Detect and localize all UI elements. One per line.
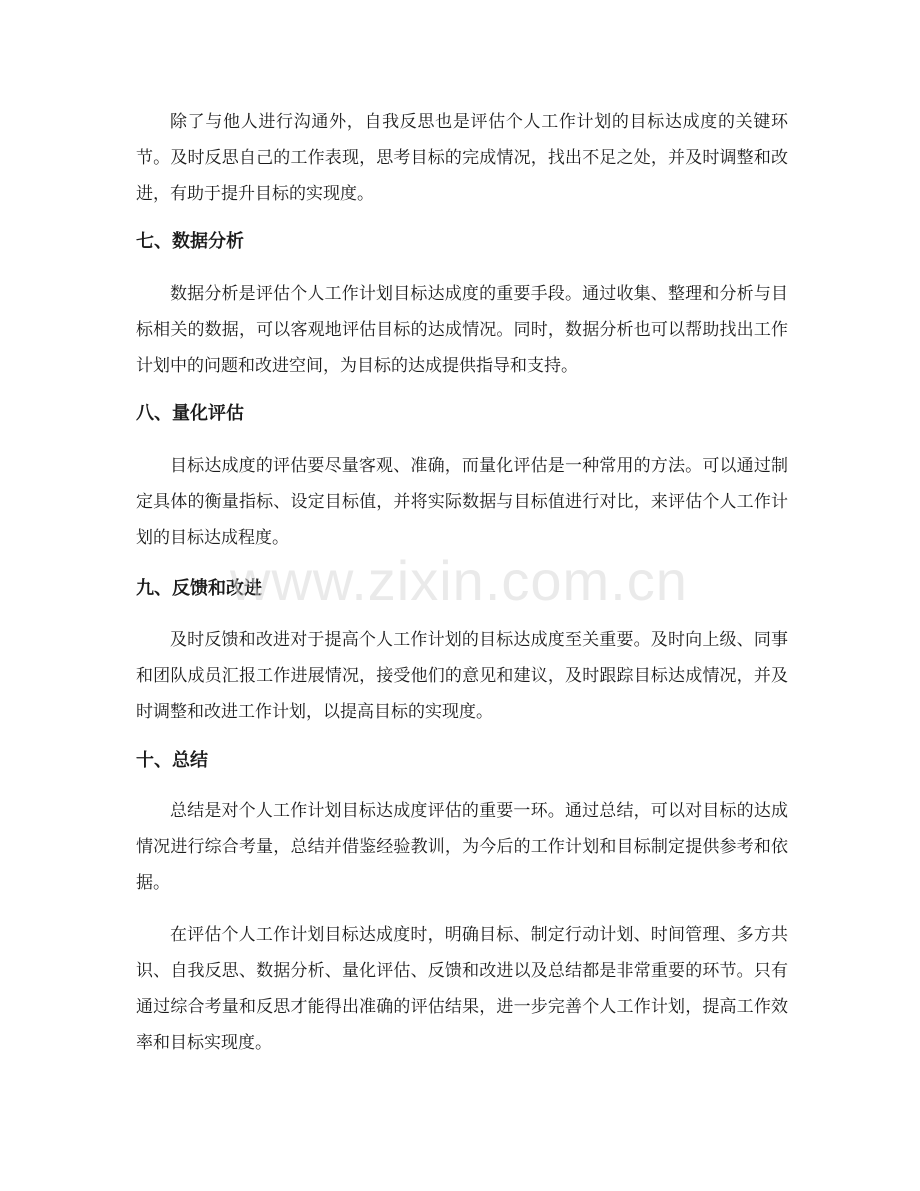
paragraph-quantitative-evaluation bbox=[136, 448, 788, 556]
section-heading-summary bbox=[136, 746, 788, 776]
paragraph-text: 总结是对个人工作计划目标达成度评估的重要一环。通过总结，可以对目标的达成情况进行综合考量，总结并借鉴经验教训，为今后的工作计划和目标制定提供参考和依据。 bbox=[136, 801, 788, 893]
paragraph-summary bbox=[136, 793, 788, 901]
section-heading-text: 九、反馈和改进 bbox=[136, 578, 262, 599]
section-heading-text: 七、数据分析 bbox=[136, 231, 244, 252]
watermark-text: www.zixin.com.cn bbox=[230, 549, 688, 612]
section-heading-text: 十、总结 bbox=[136, 750, 208, 771]
paragraph-text: 除了与他人进行沟通外，自我反思也是评估个人工作计划的目标达成度的关键环节。及时反思自己的工作表现，思考目标的完成情况，找出不足之处，并及时调整和改进，有助于提升目标的实现度。 bbox=[136, 112, 788, 204]
paragraph-data-analysis bbox=[136, 276, 788, 384]
section-heading-feedback-improvement bbox=[136, 574, 788, 604]
section-heading-data-analysis bbox=[136, 227, 788, 257]
paragraph-text: 数据分析是评估个人工作计划目标达成度的重要手段。通过收集、整理和分析与目标相关的数据，可以客观地评估目标的达成情况。同时，数据分析也可以帮助找出工作计划中的问题和改进空间，为目标的达成提供指导和支持。 bbox=[136, 284, 788, 376]
paragraph-text: 在评估个人工作计划目标达成度时，明确目标、制定行动计划、时间管理、多方共识、自我反思、数据分析、量化评估、反馈和改进以及总结都是非常重要的环节。只有通过综合考量和反思才能得出准确的评估结果，进一步完善个人工作计划，提高工作效率和目标实现度。 bbox=[136, 925, 788, 1053]
paragraph-text: 目标达成度的评估要尽量客观、准确，而量化评估是一种常用的方法。可以通过制定具体的衡量指标、设定目标值，并将实际数据与目标值进行对比，来评估个人工作计划的目标达成程度。 bbox=[136, 456, 788, 548]
paragraph-self-reflection bbox=[136, 104, 788, 212]
paragraph-conclusion bbox=[136, 917, 788, 1061]
section-heading-text: 八、量化评估 bbox=[136, 403, 244, 424]
paragraph-text: 及时反馈和改进对于提高个人工作计划的目标达成度至关重要。及时向上级、同事和团队成员汇报工作进展情况，接受他们的意见和建议，及时跟踪目标达成情况，并及时调整和改进工作计划，以提高目标的实现度。 bbox=[136, 630, 788, 722]
section-heading-quantitative-evaluation bbox=[136, 399, 788, 429]
paragraph-feedback-improvement bbox=[136, 622, 788, 730]
